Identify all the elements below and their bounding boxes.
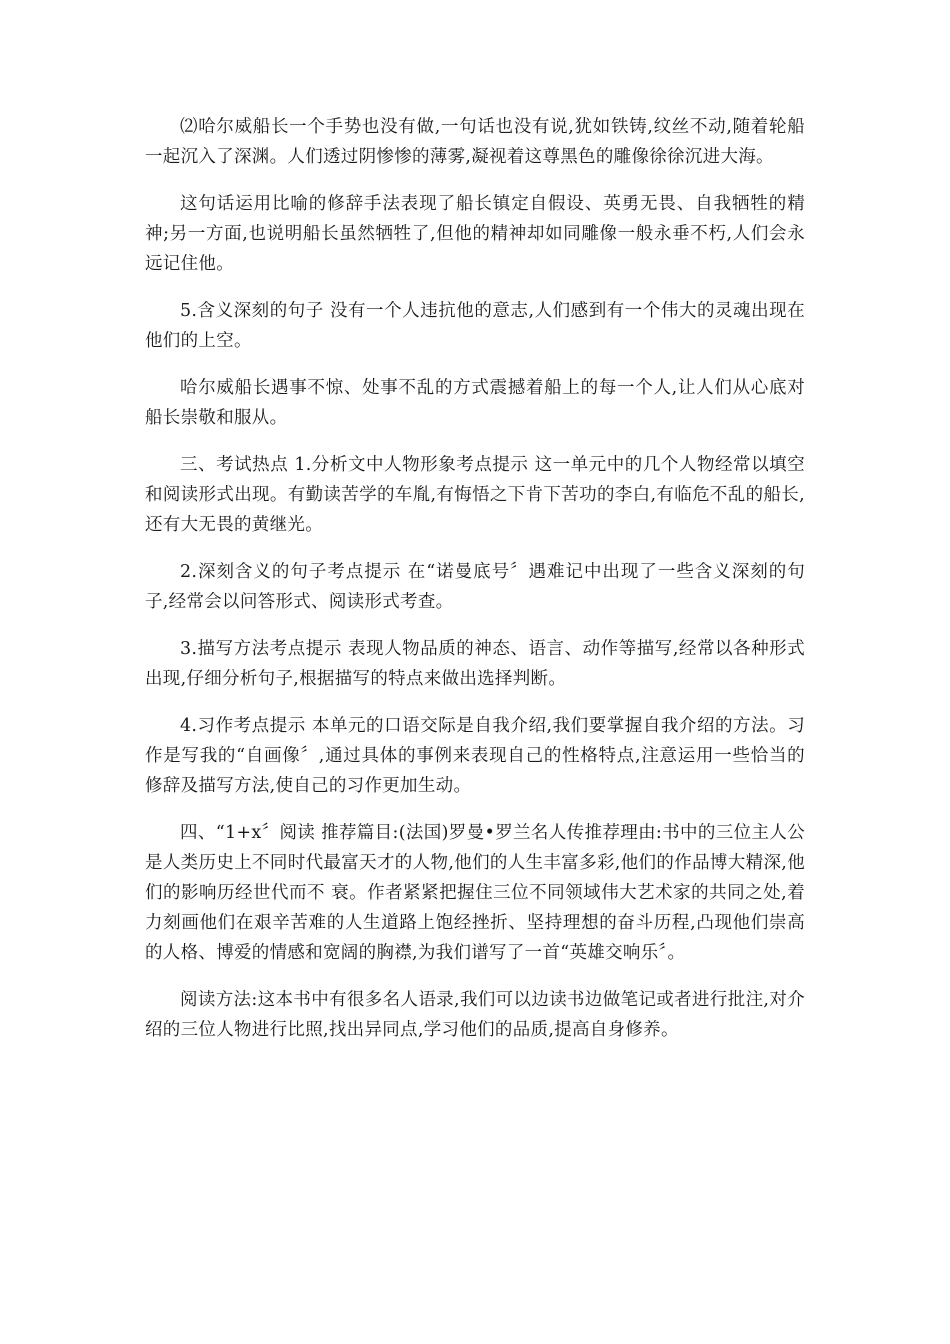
paragraph-captain-sinking: ⑵哈尔威船长一个手势也没有做,一句话也没有说,犹如铁铸,纹丝不动,随着轮船一起沉入了深渊。人们透过阴惨惨的薄雾,凝视着这尊黑色的雕像徐徐沉进大海。 [145, 117, 805, 167]
paragraph-writing-tip: 4.习作考点提示 本单元的口语交际是自我介绍,我们要掌握自我介绍的方法。习作是写我的“自画像〞,通过具体的事例来表现自己的性格特点,注意运用一些恰当的修辞及描写方法,使自己的习作更加生动。 [145, 716, 805, 796]
paragraph-deep-meaning-tip: 2.深刻含义的句子考点提示 在“诺曼底号〞遇难记中出现了一些含义深刻的句子,经常会以问答形式、阅读形式考查。 [145, 562, 805, 612]
paragraph-exam-hotspots: 三、考试热点 1.分析文中人物形象考点提示 这一单元中的几个人物经常以填空和阅读形式出现。有勤读苦学的车胤,有悔悟之下肯下苦功的李白,有临危不乱的船长,还有大无畏的黄继光。 [145, 455, 805, 535]
paragraph-description-method-tip: 3.描写方法考点提示 表现人物品质的神态、语言、动作等描写,经常以各种形式出现,仔细分析句子,根据描写的特点来做出选择判断。 [145, 639, 805, 689]
document-body [145, 112, 805, 1062]
paragraph-captain-composure: 哈尔威船长遇事不惊、处事不乱的方式震撼着船上的每一个人,让人们从心底对船长崇敬和服从。 [145, 378, 805, 428]
paragraph-reading-recommendation: 四、“1+x〞阅读 推荐篇目:(法国)罗曼•罗兰名人传推荐理由:书中的三位主人公是人类历史上不同时代最富天才的人物,他们的人生丰富多彩,他们的作品博大精深,他们的影响历经世代而不 衰。作者紧紧把握住三位不同领域伟大艺术家的共同之处,着力刻画他们在艰辛苦难的人生道路上饱经挫折、坚持理想的奋斗历程,凸现他们崇高的人格、博爱的情感和宽阔的胸襟,为我们谱写了一首“英雄交响乐〞。 [145, 823, 805, 963]
paragraph-deep-meaning-sentence: 5.含义深刻的句子 没有一个人违抗他的意志,人们感到有一个伟大的灵魂出现在他们的上空。 [145, 301, 805, 351]
paragraph-reading-method: 阅读方法:这本书中有很多名人语录,我们可以边读书边做笔记或者进行批注,对介绍的三位人物进行比照,找出异同点,学习他们的品质,提高自身修养。 [145, 990, 805, 1040]
paragraph-metaphor-analysis: 这句话运用比喻的修辞手法表现了船长镇定自假设、英勇无畏、自我牺牲的精神;另一方面,也说明船长虽然牺牲了,但他的精神却如同雕像一般永垂不朽,人们会永远记住他。 [145, 194, 805, 274]
